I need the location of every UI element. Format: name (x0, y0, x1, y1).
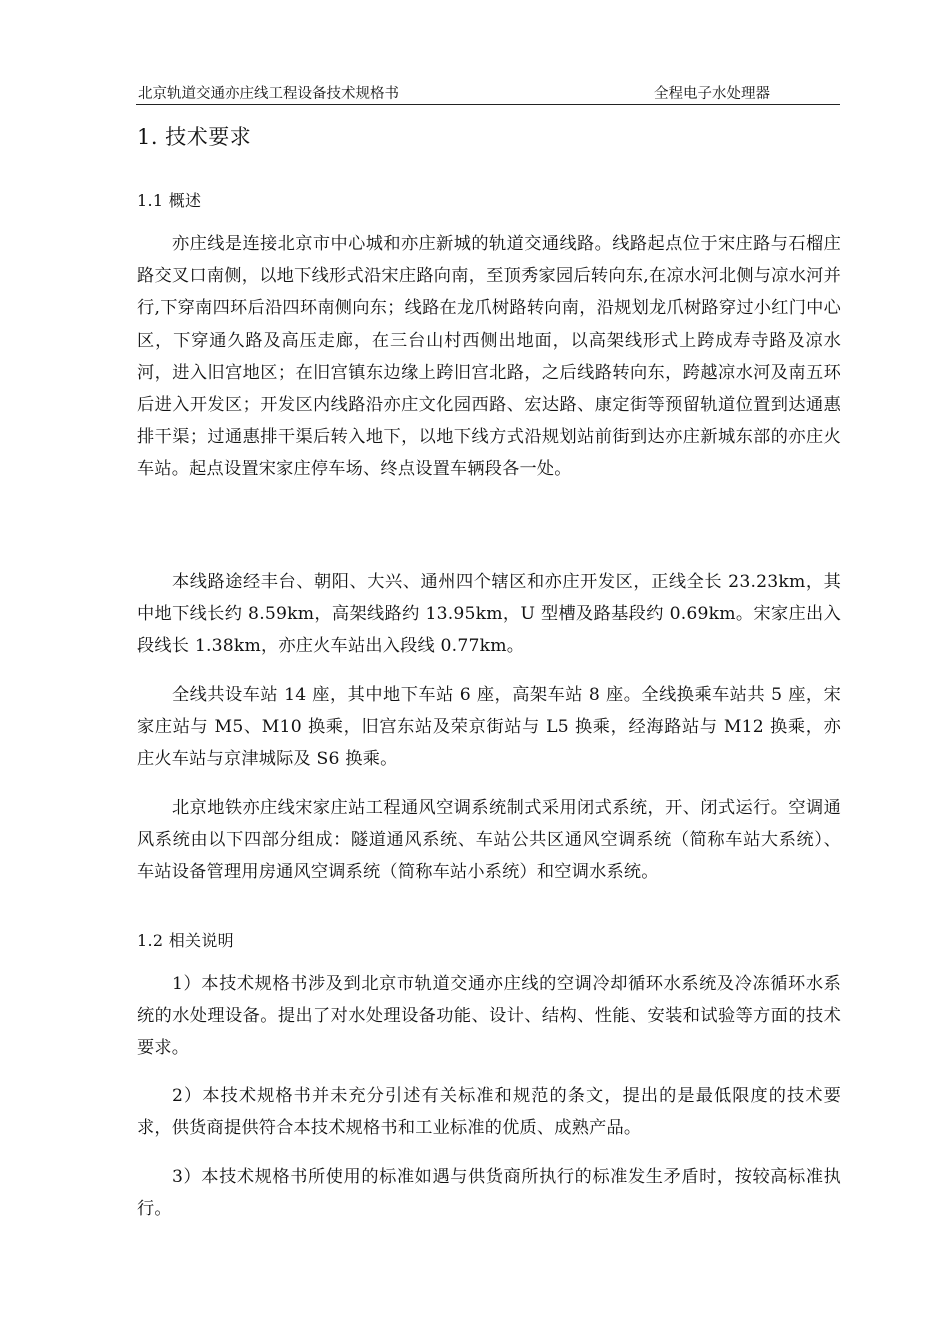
page-header (136, 82, 840, 105)
notes-paragraph-1: 1）本技术规格书涉及到北京市轨道交通亦庄线的空调冷却循环水系统及冷冻循环水系统的水处理设备。提出了对水处理设备功能、设计、结构、性能、安装和试验等方面的技术要求。 (137, 974, 841, 1059)
overview-paragraph-4: 北京地铁亦庄线宋家庄站工程通风空调系统制式采用闭式系统，开、闭式运行。空调通风系统由以下四部分组成：隧道通风系统、车站公共区通风空调系统（简称车站大系统）、车站设备管理用房通风空调系统（简称车站小系统）和空调水系统。 (137, 798, 841, 883)
section-1-heading: 1. 技术要求 (137, 125, 252, 149)
notes-paragraph-2: 2）本技术规格书并未充分引述有关标准和规范的条文，提出的是最低限度的技术要求，供货商提供符合本技术规格书和工业标准的优质、成熟产品。 (137, 1086, 841, 1139)
overview-paragraph-2: 本线路途经丰台、朝阳、大兴、通州四个辖区和亦庄开发区，正线全长 23.23km，其中地下线长约 8.59km，高架线路约 13.95km，U 型槽及路基段约 0.69km。宋家庄出入段线长 1.38km，亦庄火车站出入段线 0.77km。 (137, 572, 841, 657)
overview-paragraph-1: 亦庄线是连接北京市中心城和亦庄新城的轨道交通线路。线路起点位于宋庄路与石榴庄路交叉口南侧，以地下线形式沿宋庄路向南，至顶秀家园后转向东,在凉水河北侧与凉水河并行,下穿南四环后沿四环南侧向东；线路在龙爪树路转向南，沿规划龙爪树路穿过小红门中心区，下穿通久路及高压走廊，在三台山村西侧出地面，以高架线形式上跨成寿寺路及凉水河，进入旧宫地区；在旧宫镇东边缘上跨旧宫北路，之后线路转向东，跨越凉水河及南五环后进入开发区；开发区内线路沿亦庄文化园西路、宏达路、康定街等预留轨道位置到达通惠排干渠；过通惠排干渠后转入地下，以地下线方式沿规划站前街到达亦庄新城东部的亦庄火车站。起点设置宋家庄停车场、终点设置车辆段各一处。 (137, 234, 841, 480)
section-1-1-heading: 1.1 概述 (137, 191, 202, 210)
notes-paragraph-3: 3）本技术规格书所使用的标准如遇与供货商所执行的标准发生矛盾时，按较高标准执行。 (137, 1167, 841, 1220)
overview-paragraph-3: 全线共设车站 14 座，其中地下车站 6 座，高架车站 8 座。全线换乘车站共 5 座，宋家庄站与 M5、M10 换乘，旧宫东站及荣京街站与 L5 换乘，经海路站与 M12 换乘，亦庄火车站与京津城际及 S6 换乘。 (137, 685, 841, 770)
section-1-2-heading: 1.2 相关说明 (137, 931, 234, 950)
header-section-title: 全程电子水处理器 (654, 86, 770, 102)
header-document-title: 北京轨道交通亦庄线工程设备技术规格书 (138, 86, 399, 102)
